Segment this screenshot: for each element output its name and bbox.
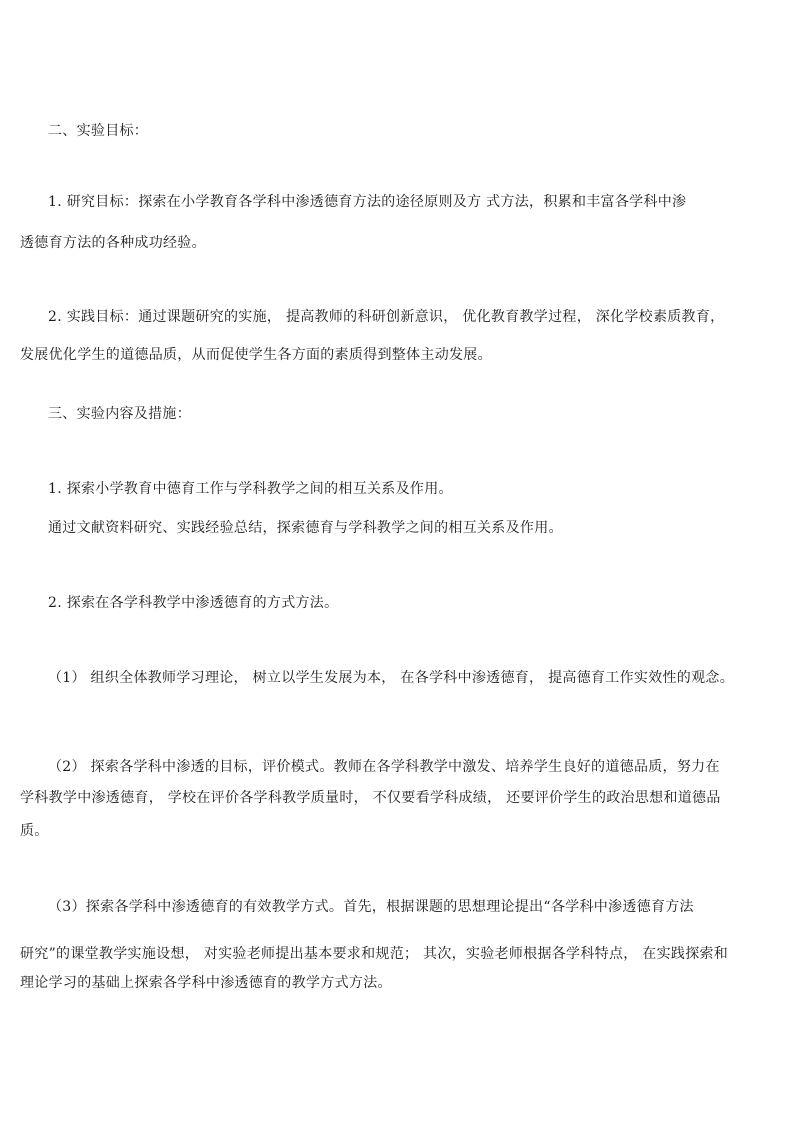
paragraph-sub2-line1: （2） 探索各学科中渗透的目标，评价模式。教师在各学科教学中激发、培养学生良好的道德品质，努力在 [48,759,720,775]
paragraph-practice-goal-line2: 发展优化学生的道德品质，从而促使学生各方面的素质得到整体主动发展。 [20,347,492,363]
paragraph-sub3-line2: 研究”的课堂教学实施设想， 对实验老师提出基本要求和规范； 其次，实验老师根据各学科特点， 在实践探索和 [20,946,729,962]
paragraph-content2-line1: 2. 探索在各学科教学中渗透德育的方式方法。 [48,595,339,611]
paragraph-content1-line2: 通过文献资料研究、实践经验总结，探索德育与学科教学之间的相互关系及作用。 [48,520,563,536]
paragraph-sub2-line2: 学科教学中渗透德育， 学校在评价各学科教学质量时， 不仅要看学科成绩， 还要评价学生的政治思想和道德品 [20,790,721,806]
paragraph-research-goal-line1: 1. 研究目标：探索在小学教育各学科中渗透德育方法的途径原则及方 式方法，积累和丰富各学科中渗 [48,194,687,210]
paragraph-practice-goal-line1: 2. 实践目标：通过课题研究的实施， 提高教师的科研创新意识， 优化教育教学过程， 深化学校素质教育， [48,309,725,325]
section-heading-content-measures: 三、实验内容及措施： [48,406,191,422]
paragraph-sub1-line1: （1） 组织全体教师学习理论， 树立以学生发展为本， 在各学科中渗透德育， 提高德育工作实效性的观念。 [48,670,735,686]
paragraph-sub3-line1: （3）探索各学科中渗透德育的有效教学方式。首先，根据课题的思想理论提出“各学科中渗透德育方法 [48,899,694,915]
paragraph-sub3-line3: 理论学习的基础上探索各学科中渗透德育的教学方式方法。 [20,975,392,991]
paragraph-sub2-line3: 质。 [20,823,49,839]
section-heading-goals: 二、实验目标： [48,123,149,139]
paragraph-content1-line1: 1. 探索小学教育中德育工作与学科教学之间的相互关系及作用。 [48,481,453,497]
paragraph-research-goal-line2: 透德育方法的各种成功经验。 [20,235,206,251]
